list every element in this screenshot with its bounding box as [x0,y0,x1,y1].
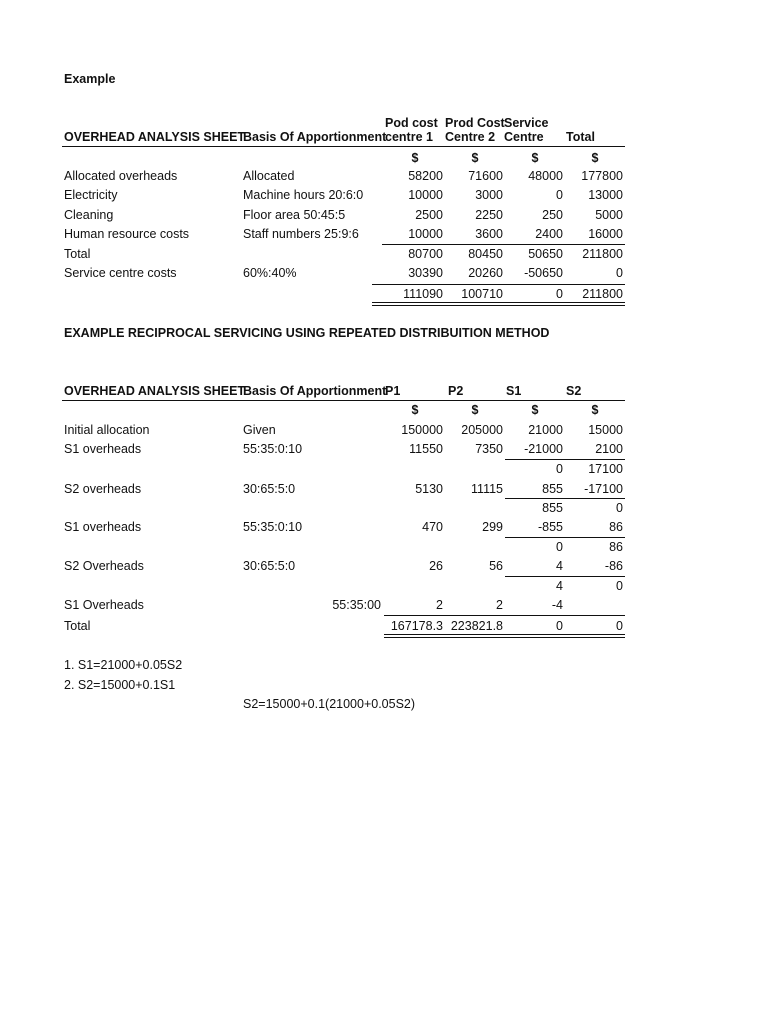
value-cell: -17100 [584,482,623,496]
value-cell: 2 [496,598,503,612]
row-basis: 30:65:5:0 [243,559,296,573]
sheet2-rule-3 [505,537,625,538]
value-cell: 111090 [403,287,443,301]
row-label: S1 overheads [64,442,142,456]
value-cell: 2400 [535,227,563,241]
sheet2-currency-4: $ [591,403,599,417]
sheet1-col2-header-line1: Prod Cost [445,116,505,130]
value-cell: 0 [556,540,563,554]
sheet1-col4-header-line2: Total [566,130,595,144]
value-cell: 167178.3 [390,619,443,633]
value-cell: 86 [609,520,623,534]
row-label: Electricity [64,188,118,202]
sheet1-col1-header-line1: Pod cost [385,116,438,130]
value-cell: 0 [616,501,623,515]
sheet1-col2-header-line2: Centre 2 [445,130,496,144]
value-cell: -86 [604,559,623,573]
row-label: S1 Overheads [64,598,144,612]
value-cell: 211800 [582,247,623,261]
value-cell: 10000 [408,188,443,202]
value-cell: 0 [556,287,563,301]
value-cell: 205000 [461,423,503,437]
sheet1-currency-1: $ [411,151,419,165]
row-basis: 60%:40% [243,266,297,280]
value-cell: 2 [436,598,443,612]
sheet2-double-rule [384,634,625,638]
value-cell: 11550 [409,442,443,456]
row-label: S2 Overheads [64,559,144,573]
equation-2: 2. S2=15000+0.1S1 [64,678,176,692]
example-title: Example [64,72,116,86]
sheet1-header-rule [62,146,625,147]
sheet1-col3-header-line2: Centre [504,130,544,144]
sheet2-col-s2: S2 [566,384,582,398]
row-label: Cleaning [64,208,114,222]
row-basis: Allocated [243,169,295,183]
row-basis: Given [243,423,276,437]
value-cell: 30390 [408,266,443,280]
value-cell: 58200 [408,169,443,183]
row-basis: Staff numbers 25:9:6 [243,227,359,241]
value-cell: 50650 [528,247,563,261]
sheet2-currency-3: $ [531,403,539,417]
value-cell: 223821.8 [450,619,503,633]
sheet1-col3-header-line1: Service [504,116,549,130]
sheet2-rule-4 [505,576,625,577]
sheet1-basis-header: Basis Of Apportionment [243,130,387,144]
sheet1-double-rule [372,302,625,306]
row-label: Total [64,619,91,633]
sheet2-basis-header: Basis Of Apportionment [243,384,387,398]
value-cell: 150000 [401,423,443,437]
value-cell: 26 [429,559,443,573]
value-cell: 15000 [588,423,623,437]
value-cell: 855 [542,501,563,515]
value-cell: 100710 [461,287,503,301]
row-label: Allocated overheads [64,169,178,183]
value-cell: 4 [556,579,563,593]
sheet2-col-p1: P1 [385,384,401,398]
sheet1-currency-3: $ [531,151,539,165]
sheet2-title: OVERHEAD ANALYSIS SHEET [64,384,246,398]
value-cell: 3600 [475,227,503,241]
sheet1-total-rule [372,284,625,285]
value-cell: 16000 [588,227,623,241]
row-basis: Machine hours 20:6:0 [243,188,364,202]
row-label: Human resource costs [64,227,190,241]
row-basis: 55:35:0:10 [243,442,303,456]
equation-1: 1. S1=21000+0.05S2 [64,658,183,672]
value-cell: 0 [616,266,623,280]
value-cell: 7350 [475,442,503,456]
value-cell: 0 [616,579,623,593]
sheet2-rule-2 [505,498,625,499]
value-cell: 13000 [588,188,623,202]
row-basis: 30:65:5:0 [243,482,296,496]
value-cell: 177800 [581,169,623,183]
value-cell: 2100 [595,442,623,456]
sheet2-col-s1: S1 [506,384,522,398]
value-cell: 86 [609,540,623,554]
equation-3: S2=15000+0.1(21000+0.05S2) [243,697,416,711]
row-basis: Floor area 50:45:5 [243,208,346,222]
row-label: Total [64,247,91,261]
value-cell: 21000 [528,423,563,437]
sheet2-total-rule [384,615,625,616]
value-cell: 299 [482,520,503,534]
value-cell: 56 [489,559,503,573]
value-cell: 0 [556,188,563,202]
value-cell: -4 [551,598,563,612]
value-cell: 0 [556,619,563,633]
value-cell: 250 [542,208,563,222]
value-cell: 11115 [471,482,503,496]
value-cell: 2250 [475,208,503,222]
sheet2-col-p2: P2 [448,384,464,398]
value-cell: 71600 [468,169,503,183]
value-cell: 211800 [582,287,623,301]
value-cell: 20260 [468,266,503,280]
sheet1-title: OVERHEAD ANALYSIS SHEET [64,130,246,144]
value-cell: 80700 [408,247,443,261]
row-label: Initial allocation [64,423,150,437]
row-label: S2 overheads [64,482,142,496]
section2-title: EXAMPLE RECIPROCAL SERVICING USING REPEATED DISTRIBUITION METHOD [64,326,550,340]
value-cell: 855 [542,482,563,496]
row-label: Service centre costs [64,266,177,280]
row-label: S1 overheads [64,520,142,534]
value-cell: 80450 [468,247,503,261]
sheet2-currency-2: $ [471,403,479,417]
value-cell: 3000 [475,188,503,202]
value-cell: 0 [616,619,623,633]
sheet2-header-rule [62,400,625,401]
value-cell: 5130 [415,482,443,496]
value-cell: -50650 [524,266,563,280]
sheet2-currency-1: $ [411,403,419,417]
value-cell: -855 [537,520,563,534]
value-cell: 5000 [595,208,623,222]
sheet2-rule-1 [505,459,625,460]
value-cell: 0 [556,462,563,476]
sheet1-subtotal-rule [382,244,625,245]
value-cell: 17100 [588,462,623,476]
row-basis: 55:35:0:10 [243,520,303,534]
value-cell: 48000 [528,169,563,183]
sheet1-col1-header-line2: centre 1 [385,130,433,144]
sheet1-currency-2: $ [471,151,479,165]
sheet1-currency-4: $ [591,151,599,165]
value-cell: 470 [422,520,443,534]
value-cell: 2500 [415,208,443,222]
value-cell: 10000 [408,227,443,241]
value-cell: -21000 [524,442,563,456]
row-basis: 55:35:00 [332,598,381,612]
value-cell: 4 [556,559,563,573]
